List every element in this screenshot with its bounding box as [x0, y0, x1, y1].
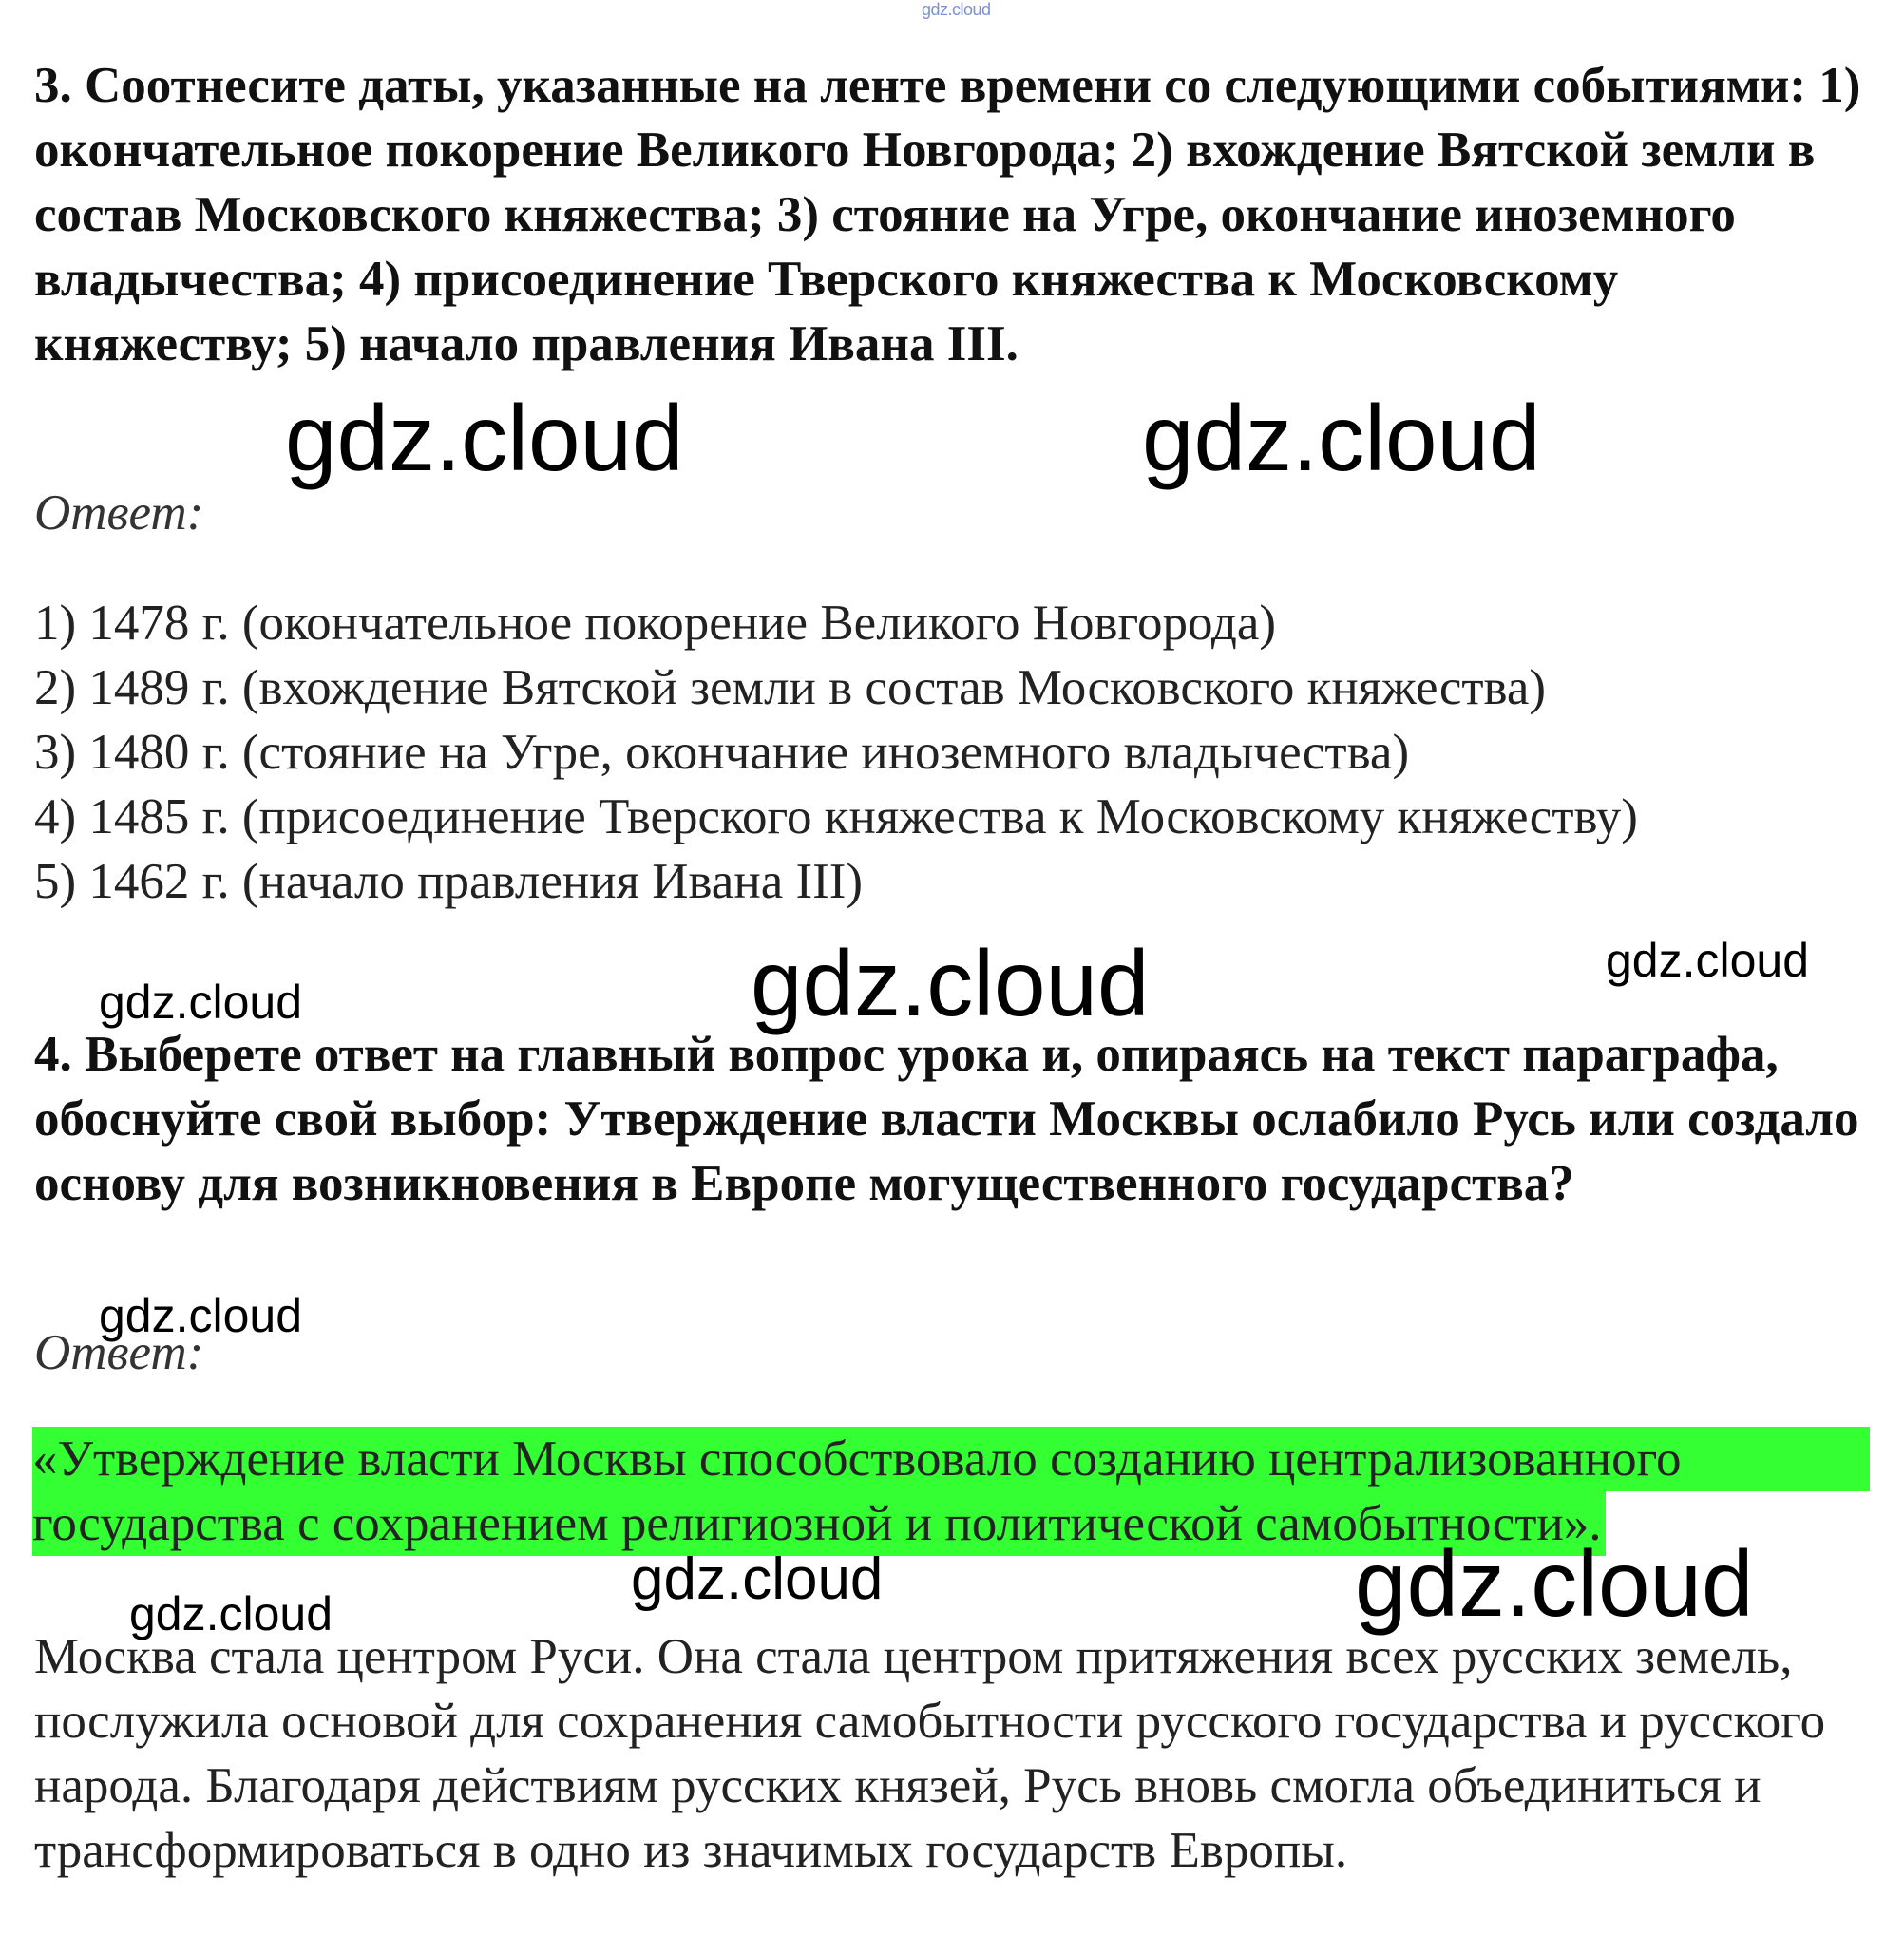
- watermark: gdz.cloud: [285, 386, 684, 490]
- answer-3-item: 4) 1485 г. (присоединение Тверского княжества к Московскому княжеству): [34, 789, 1638, 844]
- watermark: gdz.cloud: [1355, 1531, 1754, 1636]
- watermark: gdz.cloud: [1142, 386, 1541, 490]
- watermark: gdz.cloud: [751, 931, 1150, 1035]
- answer-4-explanation: Москва стала центром Руси. Она стала центром притяжения всех русских земель, послужила основой для сохранения самобытности русского государства и русского народа. Благодаря действиям русских князей, Русь вновь смогла объединиться и трансформироваться в одно из значимых государств Европы.: [34, 1629, 1826, 1878]
- watermark: gdz.cloud: [631, 1546, 884, 1612]
- watermark: gdz.cloud: [99, 1289, 303, 1342]
- highlight-line: «Утверждение власти Москвы способствовало созданию централизованного: [32, 1427, 1870, 1491]
- question-4: 4. Выберете ответ на главный вопрос урока и, опираясь на текст параграфа, обоснуйте свой выбор: Утверждение власти Москвы ослабило Русь или создало основу для возникновения в Европе могущественного государства?: [34, 1027, 1859, 1211]
- top-watermark: gdz.cloud: [922, 0, 991, 19]
- highlight-line: государства с сохранением религиозной и политической самобытности».: [32, 1491, 1606, 1556]
- answer-3-item: 1) 1478 г. (окончательное покорение Великого Новгорода): [34, 596, 1277, 651]
- answer-3-list: [34, 591, 1638, 914]
- question-3: 3. Соотнесите даты, указанные на ленте времени со следующими событиями: 1) окончательное покорение Великого Новгорода; 2) вхождение Вятской земли в состав Московского княжества; 3) стояние на Угре, окончание иноземного владычества; 4) присоединение Тверского княжества к Московскому княжеству; 5) начало правления Ивана III.: [34, 58, 1861, 371]
- answer-3-item: 5) 1462 г. (начало правления Ивана III): [34, 854, 864, 909]
- answer-4-label: Ответ:: [34, 1325, 204, 1380]
- answer-3-label: Ответ:: [34, 485, 204, 540]
- watermark: gdz.cloud: [129, 1587, 333, 1640]
- watermark: gdz.cloud: [1606, 934, 1810, 987]
- answer-3-item: 2) 1489 г. (вхождение Вятской земли в состав Московского княжества): [34, 660, 1547, 715]
- answer-3-item: 3) 1480 г. (стояние на Угре, окончание иноземного владычества): [34, 725, 1410, 780]
- watermark: gdz.cloud: [99, 976, 303, 1029]
